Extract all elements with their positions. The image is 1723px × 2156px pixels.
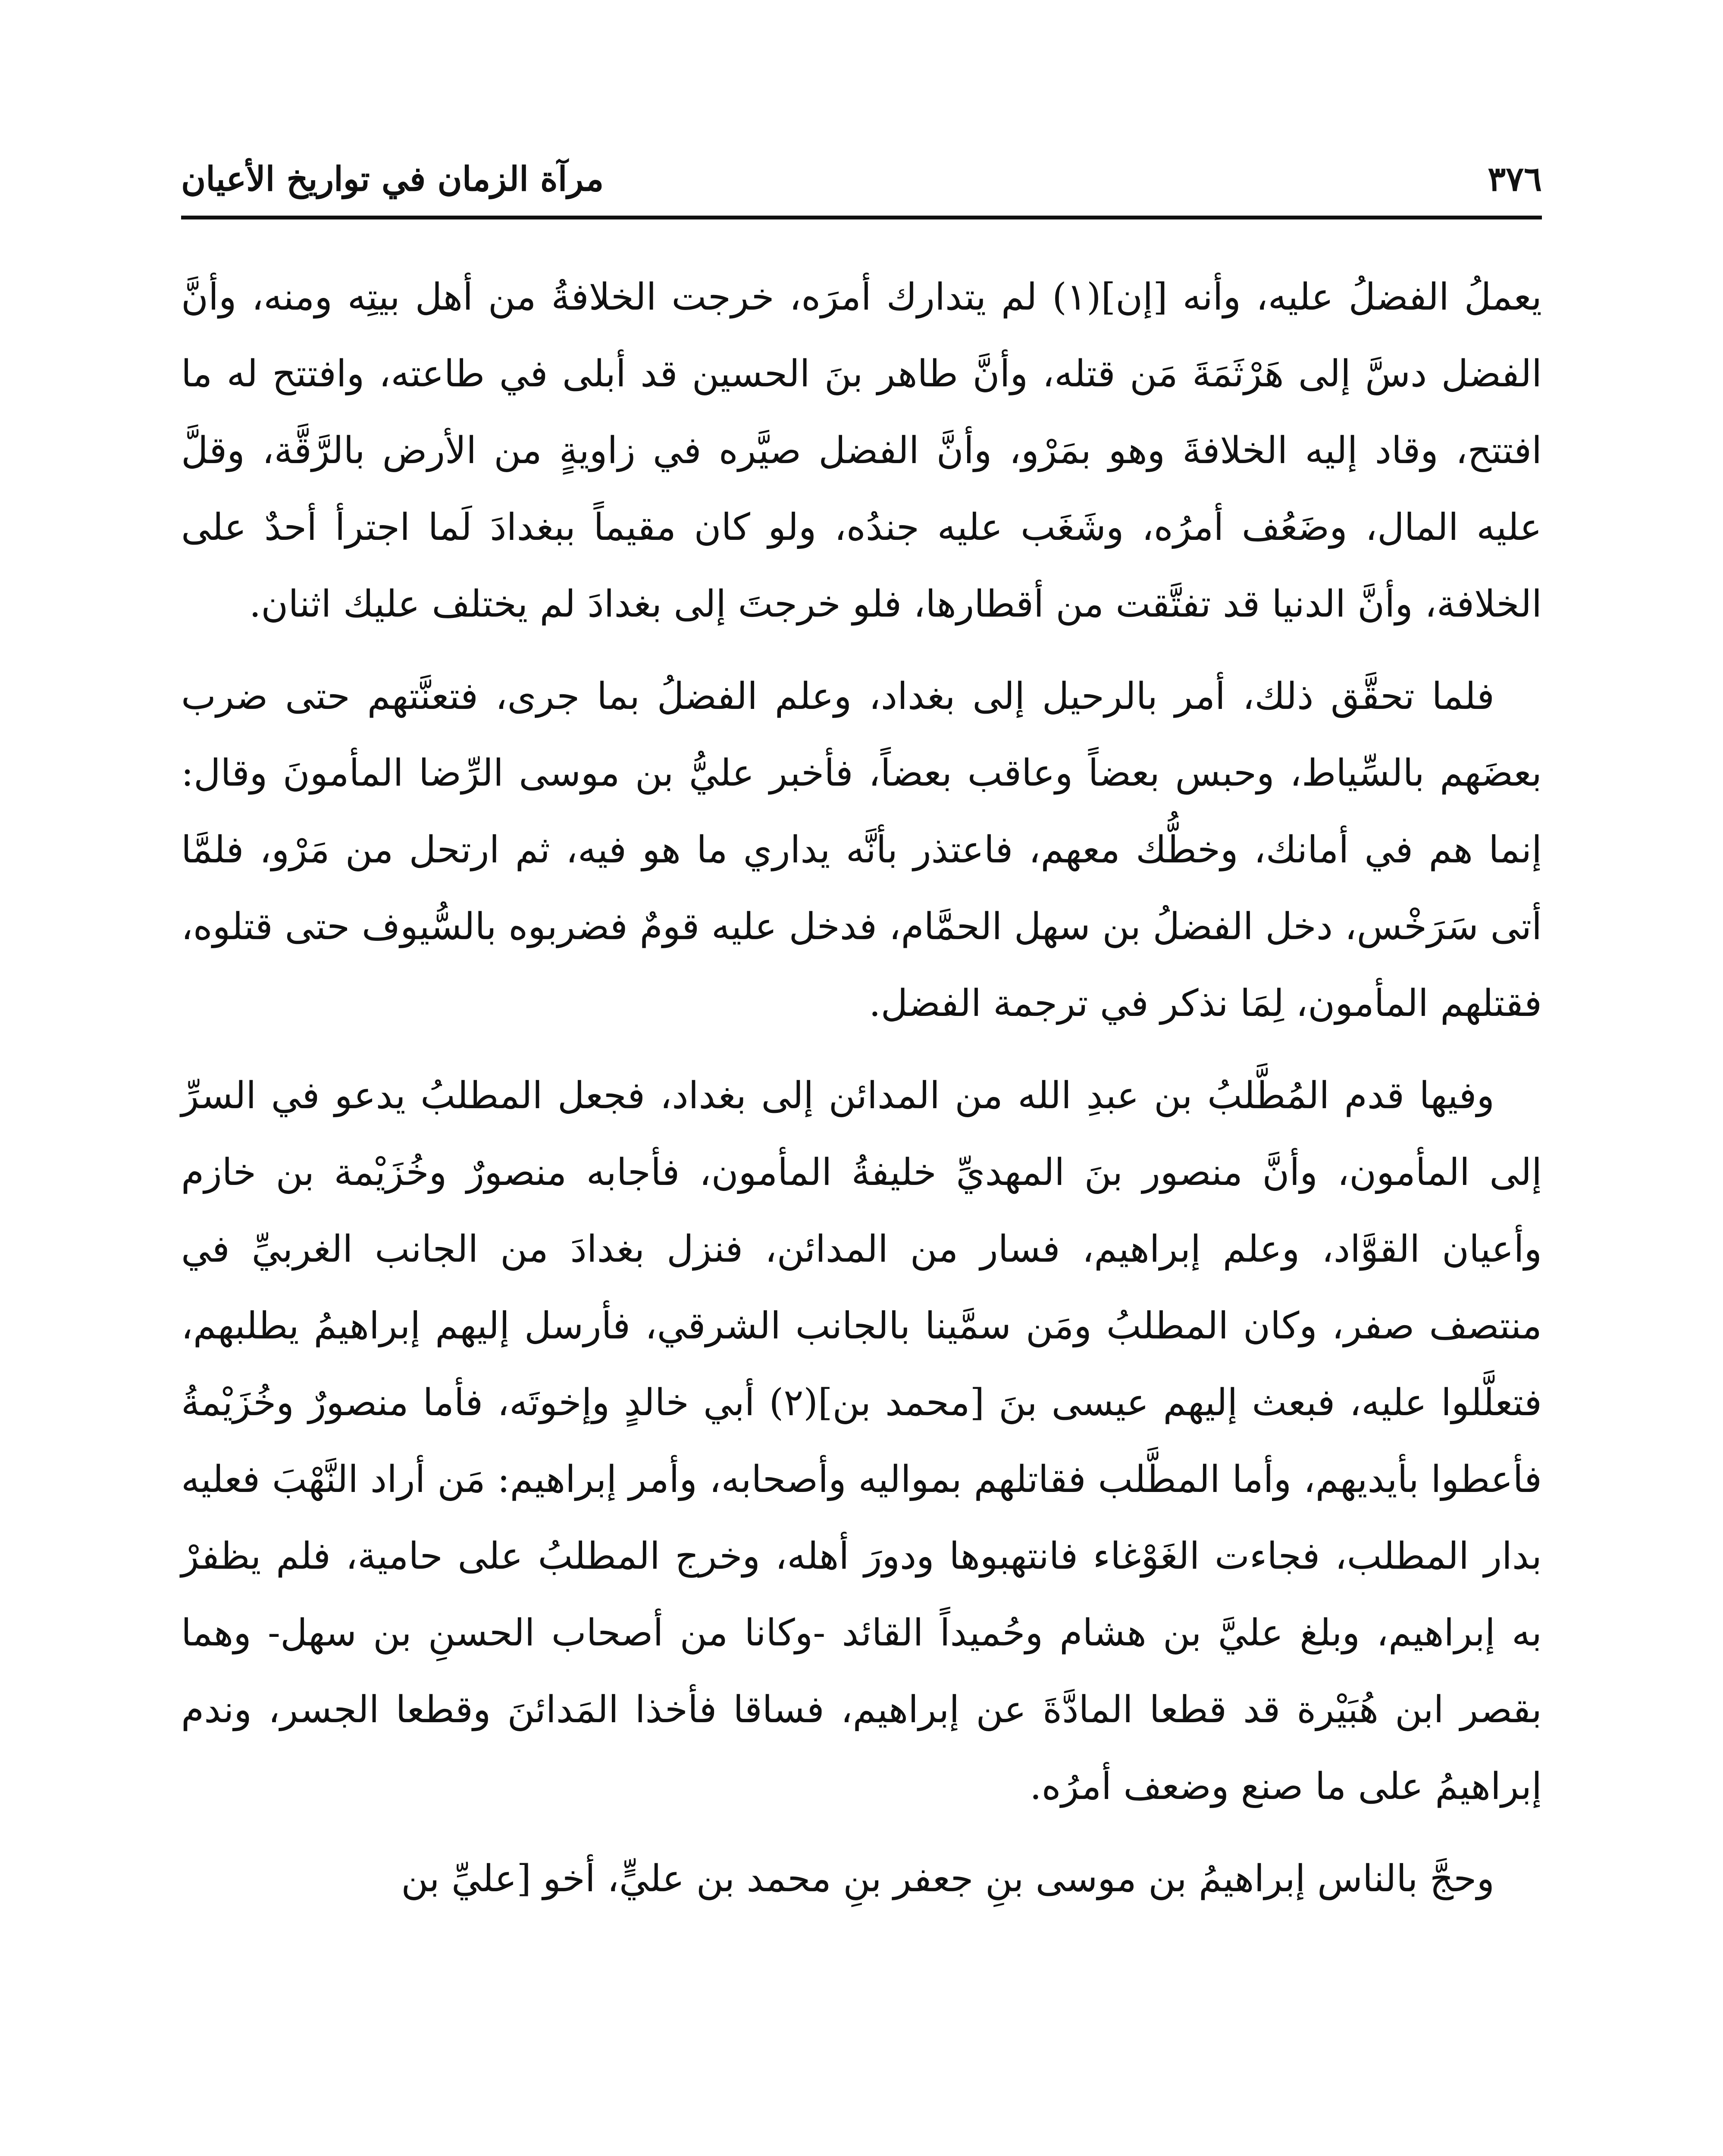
header-divider (181, 216, 1542, 219)
paragraph-2: فلما تحقَّق ذلك، أمر بالرحيل إلى بغداد، وعلم الفضلُ بما جرى، فتعنَّتهم حتى ضرب بعضَهم بالسِّياط، وحبس بعضاً وعاقب بعضاً، فأخبر عليُّ بن موسى الرِّضا المأمونَ وقال: إنما هم في أمانك، وخطُّك معهم، فاعتذر بأنَّه يداري ما هو فيه، ثم ارتحل من مَرْو، فلمَّا أتى سَرَخْس، دخل الفضلُ بن سهل الحمَّام، فدخل عليه قومٌ فضربوه بالسُّيوف حتى قتلوه، فقتلهم المأمون، لِمَا نذكر في ترجمة الفضل. (181, 675, 1542, 1025)
page-number: ٣٧٦ (1488, 160, 1542, 199)
page-header (181, 129, 1542, 229)
main-text (181, 259, 1542, 2156)
paragraph-4: وحجَّ بالناس إبراهيمُ بن موسى بنِ جعفر بنِ محمد بن عليٍّ، أخو [عليِّ بن (401, 1857, 1494, 1900)
book-title: مرآة الزمان في تواريخ الأعيان (181, 160, 604, 199)
paragraph-1: يعملُ الفضلُ عليه، وأنه [إن](١) لم يتدارك أمرَه، خرجت الخلافةُ من أهل بيتِه ومنه، وأنَّ الفضل دسَّ إلى هَرْثَمَةَ مَن قتله، وأنَّ طاهر بنَ الحسين قد أبلى في طاعته، وافتتح له ما افتتح، وقاد إليه الخلافةَ وهو بمَرْو، وأنَّ الفضل صيَّره في زاويةٍ من الأرض بالرَّقَّة، وقلَّ عليه المال، وضَعُف أمرُه، وشَغَب عليه جندُه، ولو كان مقيماً ببغدادَ لَما اجترأ أحدٌ على الخلافة، وأنَّ الدنيا قد تفتَّقت من أقطارها، فلو خرجتَ إلى بغدادَ لم يختلف عليك اثنان. (181, 276, 1542, 626)
paragraph-3: وفيها قدم المُطَّلبُ بن عبدِ الله من المدائن إلى بغداد، فجعل المطلبُ يدعو في السرِّ إلى المأمون، وأنَّ منصور بنَ المهديِّ خليفةُ المأمون، فأجابه منصورٌ وخُزَيْمة بن خازم وأعيان القوَّاد، وعلم إبراهيم، فسار من المدائن، فنزل بغدادَ من الجانب الغربيِّ في منتصف صفر، وكان المطلبُ ومَن سمَّينا بالجانب الشرقي، فأرسل إليهم إبراهيمُ يطلبهم، فتعلَّلوا عليه، فبعث إليهم عيسى بنَ [محمد بن](٢) أبي خالدٍ وإخوتَه، فأما منصورٌ وخُزَيْمةُ فأعطوا بأيديهم، وأما المطَّلب فقاتلهم بمواليه وأصحابه، وأمر إبراهيم: مَن أراد النَّهْبَ فعليه بدار المطلب، فجاءت الغَوْغاء فانتهبوها ودورَ أهله، وخرج المطلبُ على حامية، فلم يظفرْ به إبراهيم، وبلغ عليَّ بن هشام وحُميداً القائد -وكانا من أصحاب الحسنِ بن سهل- وهما بقصر ابن هُبَيْرة قد قطعا المادَّةَ عن إبراهيم، فساقا فأخذا المَدائنَ وقطعا الجسر، وندم إبراهيمُ على ما صنع وضعف أمرُه. (181, 1074, 1542, 1808)
